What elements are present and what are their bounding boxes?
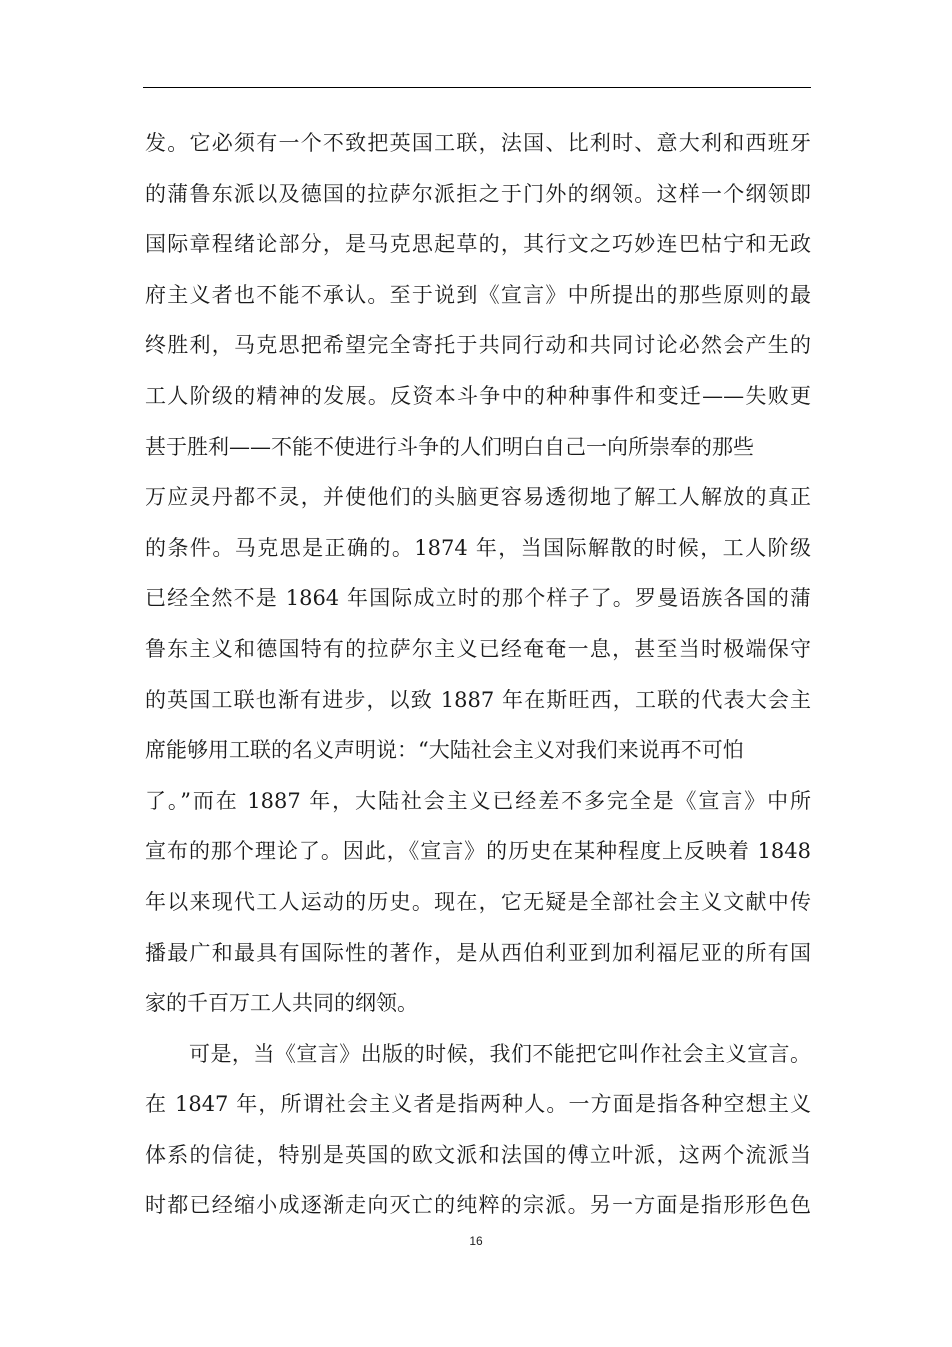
- header-rule: [143, 87, 811, 88]
- text-line: 了。”而在 1887 年，大陆社会主义已经差不多完全是《宣言》中所: [145, 788, 811, 813]
- text-line: 发。它必须有一个不致把英国工联，法国、比利时、意大利和西班牙: [145, 131, 811, 155]
- text-line: 席能够用工联的名义声明说：“大陆社会主义对我们来说再不可怕: [145, 738, 744, 763]
- text-line: 时都已经缩小成逐渐走向灭亡的纯粹的宗派。另一方面是指形形色色: [145, 1193, 811, 1218]
- text-line: 府主义者也不能不承认。至于说到《宣言》中所提出的那些原则的最: [145, 282, 811, 307]
- text-line: 在 1847 年，所谓社会主义者是指两种人。一方面是指各种空想主义: [145, 1092, 811, 1117]
- paragraph-start-line: 可是，当《宣言》出版的时候，我们不能把它叫作社会主义宣言。: [189, 1041, 811, 1066]
- text-line: 宣布的那个理论了。因此，《宣言》的历史在某种程度上反映着 1848: [145, 839, 811, 864]
- text-line: 终胜利，马克思把希望完全寄托于共同行动和共同讨论必然会产生的: [145, 333, 811, 358]
- text-line: 国际章程绪论部分，是马克思起草的，其行文之巧妙连巴枯宁和无政: [145, 232, 811, 257]
- page-number: 16: [469, 1234, 483, 1248]
- paragraph-end-line: 家的千百万工人共同的纲领。: [145, 991, 418, 1016]
- text-line: 鲁东主义和德国特有的拉萨尔主义已经奄奄一息，甚至当时极端保守: [145, 636, 811, 661]
- text-line: 甚于胜利——不能不使进行斗争的人们明白自己一向所崇奉的那些: [145, 434, 754, 459]
- body-text: [145, 118, 811, 1231]
- text-line: 播最广和最具有国际性的著作，是从西伯利亚到加利福尼亚的所有国: [145, 940, 811, 965]
- text-line: 工人阶级的精神的发展。反资本斗争中的种种事件和变迁——失败更: [145, 383, 811, 408]
- text-line: 体系的信徒，特别是英国的欧文派和法国的傅立叶派，这两个流派当: [145, 1142, 811, 1167]
- text-line: 的英国工联也渐有进步，以致 1887 年在斯旺西，工联的代表大会主: [145, 687, 811, 712]
- text-line: 年以来现代工人运动的历史。现在，它无疑是全部社会主义文献中传: [145, 889, 811, 914]
- text-line: 的蒲鲁东派以及德国的拉萨尔派拒之于门外的纲领。这样一个纲领即: [145, 181, 811, 206]
- text-line: 的条件。马克思是正确的。1874 年，当国际解散的时候，工人阶级: [145, 535, 811, 560]
- text-line: 万应灵丹都不灵，并使他们的头脑更容易透彻地了解工人解放的真正: [145, 485, 811, 510]
- text-line: 已经全然不是 1864 年国际成立时的那个样子了。罗曼语族各国的蒲: [145, 586, 811, 611]
